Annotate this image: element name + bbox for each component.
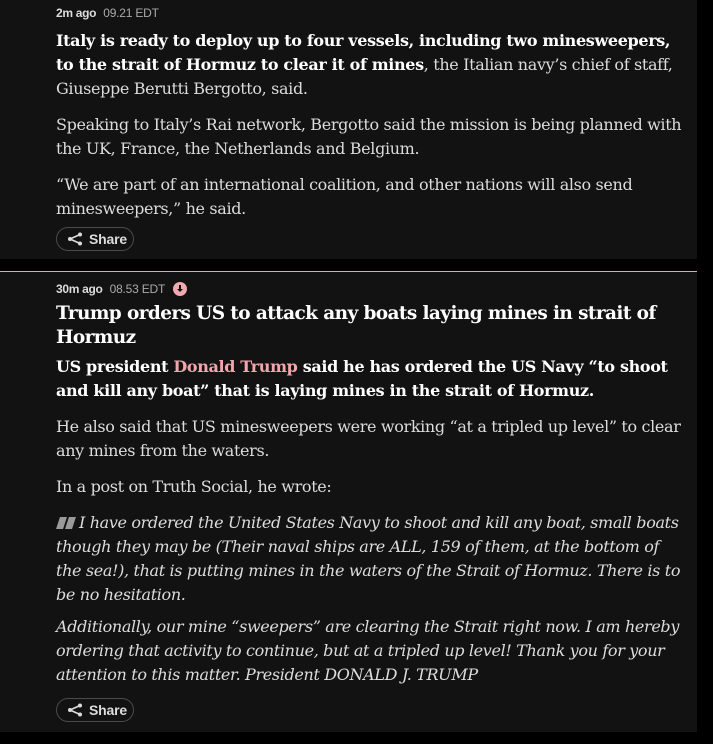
share-icon — [67, 703, 83, 717]
post-relative-time[interactable]: 2m ago — [56, 6, 97, 20]
donald-trump-link[interactable]: Donald Trump — [173, 357, 298, 376]
blockquote — [56, 511, 686, 607]
post-timestamp: 09.21 EDT — [103, 6, 159, 20]
share-label: Share — [89, 231, 127, 247]
share-label: Share — [89, 702, 127, 718]
post-lead-rest: , the Italian navy’s chief of staff, Giuseppe Berutti Bergotto, said. — [56, 55, 673, 98]
post-meta — [56, 5, 686, 21]
post-paragraph: He also said that US minesweepers were working “at a tripled up level” to clear any mines from the waters. — [56, 417, 681, 460]
post-lead-bold — [56, 357, 668, 400]
post-headline: Trump orders US to attack any boats laying mines in strait of Hormuz — [56, 303, 656, 348]
blockquote-continued: Additionally, our mine “sweepers” are clearing the Strait right now. I am hereby ordering that activity to continue, but at a tripled up level! Thank you for your attention to this matter. President DONALD J. TRUMP — [56, 617, 680, 684]
post-body — [56, 5, 686, 221]
post-timestamp: 08.53 EDT — [109, 282, 166, 296]
post-paragraph: Speaking to Italy’s Rai network, Bergotto said the mission is being planned with the UK, France, the Netherlands and Belgium. — [56, 115, 682, 158]
post-paragraph — [56, 355, 686, 403]
post-body — [56, 281, 686, 687]
post-paragraph — [56, 29, 686, 101]
live-blog-post-pinned — [0, 271, 697, 732]
post-lead-after: said he has ordered the US Navy “to shoot and kill any boat” that is laying mines in the strait of Hormuz. — [56, 357, 668, 400]
share-icon — [67, 232, 83, 246]
post-lead-bold: Italy is ready to deploy up to four vessels, including two minesweepers, to the strait of Hormuz to clear it of mines — [56, 31, 671, 74]
post-meta — [56, 281, 686, 297]
post-lead-before: US president — [56, 357, 174, 376]
share-button[interactable] — [56, 227, 134, 251]
pin-icon — [173, 282, 187, 296]
live-blog-post — [0, 0, 697, 259]
post-paragraph: “We are part of an international coalition, and other nations will also send minesweepers,” he said. — [56, 175, 633, 218]
quote-text: I have ordered the United States Navy to shoot and kill any boat, small boats though they may be (Their naval ships are ALL, 159 of them, at the bottom of the sea!), that is putting mines in the waters of the Strait of Hormuz. There is to be no hesitation. — [56, 513, 681, 604]
post-paragraph: In a post on Truth Social, he wrote: — [56, 477, 332, 496]
share-button[interactable] — [56, 698, 134, 722]
post-relative-time[interactable]: 30m ago — [56, 282, 103, 296]
quote-icon — [56, 517, 76, 529]
